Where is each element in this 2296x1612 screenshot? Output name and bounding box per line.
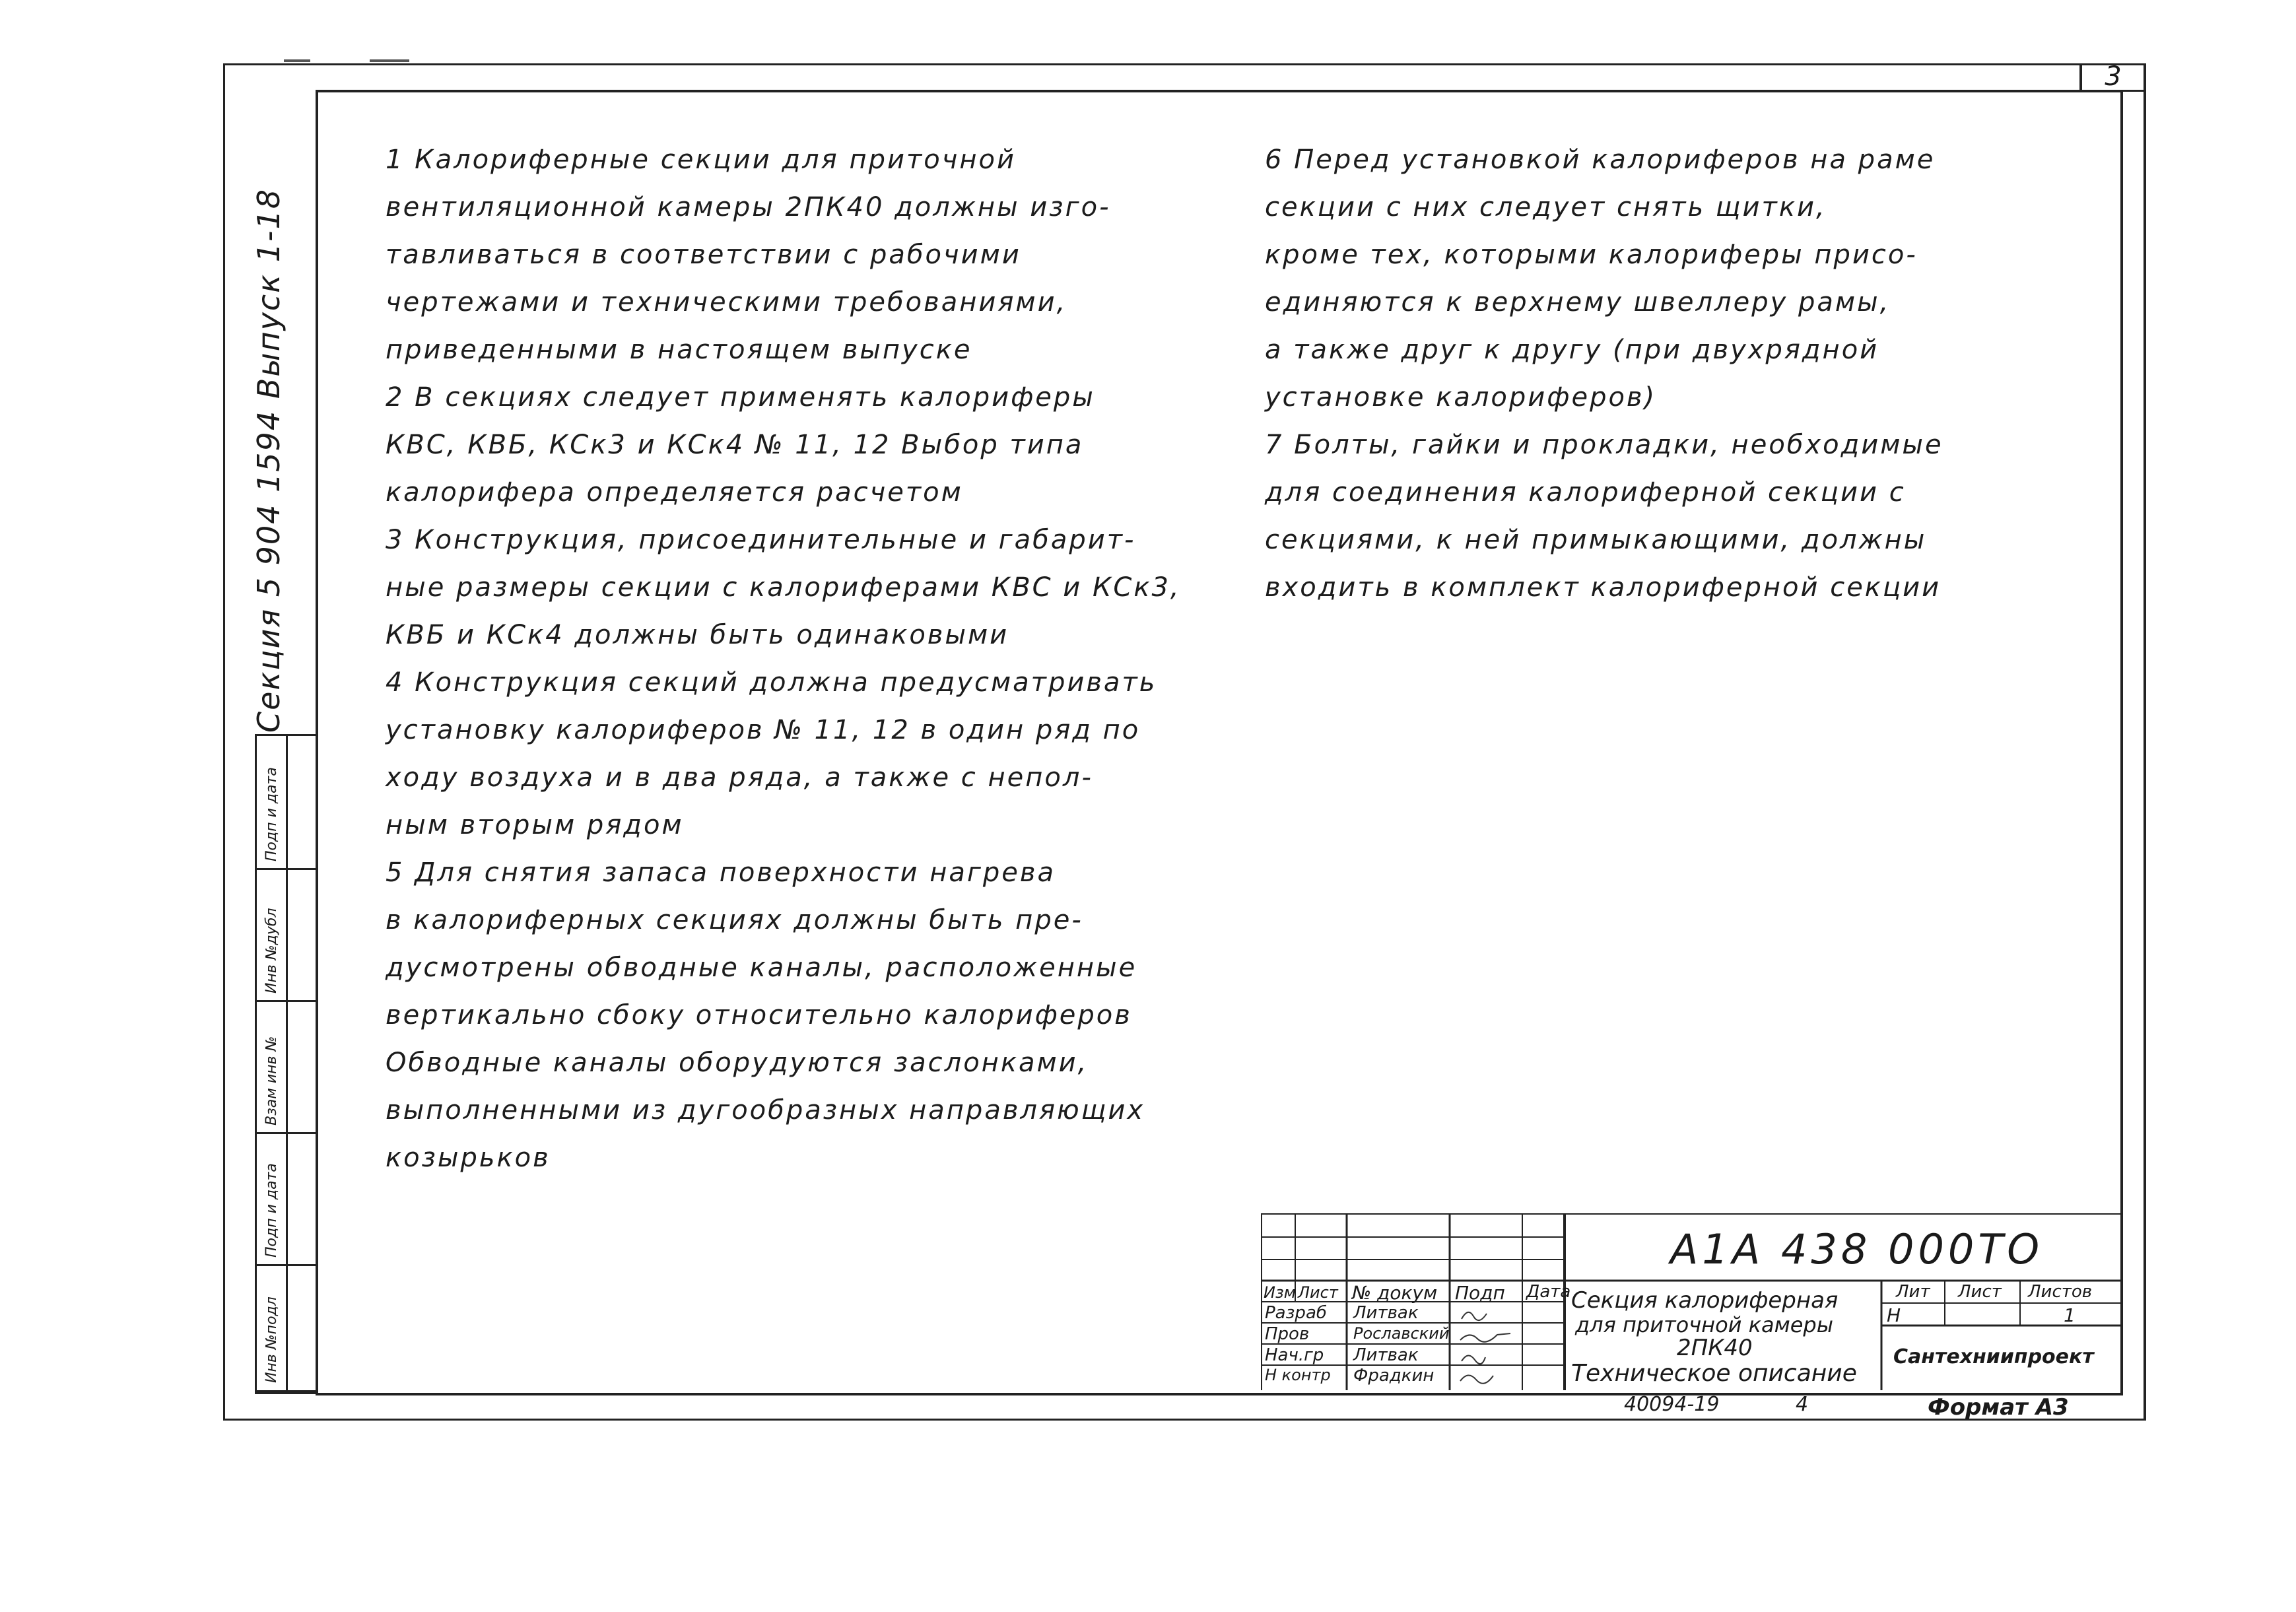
document-designation: А1А 438 000ТО xyxy=(1670,1225,2044,1273)
note-line: козырьков xyxy=(386,1143,551,1173)
bottom-code: 40094-19 xyxy=(1624,1393,1720,1416)
note-line: а также друг к другу (при двухрядной xyxy=(1265,335,1879,365)
note-line: КВС, КВБ, КСк3 и КСк4 № 11, 12 Выбор типа xyxy=(386,430,1084,460)
header-doc: № докум xyxy=(1352,1282,1438,1304)
strip-cell xyxy=(257,1000,316,1134)
signatures xyxy=(1456,1302,1516,1388)
note-line: вертикально сбоку относительно калориферов xyxy=(386,1000,1132,1030)
list-label: Лист xyxy=(1958,1282,2002,1302)
lists-label: Листов xyxy=(2028,1282,2093,1302)
note-line: 1 Калориферные секции для приточной xyxy=(386,145,1017,175)
role-name: Литвак xyxy=(1353,1303,1419,1323)
role-name: Фрадкин xyxy=(1353,1366,1435,1386)
notes-left-column xyxy=(386,136,1181,1182)
role-name: Рославский xyxy=(1353,1324,1450,1343)
strip-cell xyxy=(257,736,316,870)
sheet-number: 3 xyxy=(2079,63,2144,92)
lit-label: Лит xyxy=(1896,1282,1930,1302)
role-label: Нач.гр xyxy=(1265,1345,1324,1365)
bottom-page: 4 xyxy=(1796,1393,1809,1416)
note-line: входить в комплект калориферной секции xyxy=(1265,572,1941,603)
role-label: Н контр xyxy=(1265,1366,1331,1384)
strip-label: Взам инв № xyxy=(263,1036,280,1125)
strip-cell xyxy=(257,1132,316,1266)
top-mark xyxy=(370,59,409,62)
strip-label: Инв №дубл xyxy=(263,908,280,993)
role-label: Разраб xyxy=(1265,1303,1327,1323)
note-line: 7 Болты, гайки и прокладки, необходимые xyxy=(1265,430,1943,460)
notes-right-column xyxy=(1265,136,1943,611)
note-line: 6 Перед установкой калориферов на раме xyxy=(1265,145,1936,175)
title-line: Техническое описание xyxy=(1571,1360,1857,1387)
note-line: выполненными из дугообразных направляющих xyxy=(386,1095,1145,1125)
note-line: 4 Конструкция секций должна предусматривать xyxy=(386,667,1157,698)
strip-label: Инв №подл xyxy=(263,1296,280,1383)
organization: Сантехниипроект xyxy=(1893,1345,2094,1368)
note-line: в калориферных секциях должны быть пре- xyxy=(386,905,1083,935)
note-line: 2 В секциях следует применять калориферы xyxy=(386,382,1095,413)
note-line: единяются к верхнему швеллеру рамы, xyxy=(1265,287,1891,318)
note-line: 5 Для снятия запаса поверхности нагрева xyxy=(386,857,1056,888)
side-title: Секция 5 904 1594 Выпуск 1-18 xyxy=(251,188,287,733)
note-line: ходу воздуха и в два ряда, а также с непол- xyxy=(386,762,1093,793)
top-mark xyxy=(284,59,310,62)
lists-value: 1 xyxy=(2064,1304,2076,1326)
note-line: для соединения калориферной секции с xyxy=(1265,477,1906,508)
note-line: установку калориферов № 11, 12 в один ряд по xyxy=(386,715,1141,745)
format-label: Формат А3 xyxy=(1928,1394,2069,1421)
note-line: установке калориферов) xyxy=(1265,382,1657,413)
note-line: вентиляционной камеры 2ПК40 должны изго- xyxy=(386,192,1111,222)
title-line: для приточной камеры xyxy=(1575,1312,1833,1337)
strip-label: Подп и дата xyxy=(263,767,280,861)
note-line: ным вторым рядом xyxy=(386,810,684,840)
title-block xyxy=(1261,1213,2120,1390)
role-name: Литвак xyxy=(1353,1345,1419,1365)
header-date: Дата xyxy=(1526,1282,1571,1302)
header-izm: Изм xyxy=(1264,1283,1296,1302)
title-line: 2ПК40 xyxy=(1677,1335,1753,1361)
note-line: тавливаться в соответствии с рабочими xyxy=(386,240,1021,270)
note-line: 3 Конструкция, присоединительные и габарит- xyxy=(386,525,1136,555)
strip-label: Подп и дата xyxy=(263,1163,280,1258)
note-line: секции с них следует снять щитки, xyxy=(1265,192,1827,222)
note-line: дусмотрены обводные каналы, расположенные xyxy=(386,953,1137,983)
title-line: Секция калориферная xyxy=(1571,1287,1839,1314)
note-line: приведенными в настоящем выпуске xyxy=(386,335,972,365)
note-line: КВБ и КСк4 должны быть одинаковыми xyxy=(386,620,1009,650)
note-line: секциями, к ней примыкающими, должны xyxy=(1265,525,1927,555)
note-line: чертежами и техническими требованиями, xyxy=(386,287,1067,318)
note-line: Обводные каналы оборудуются заслонками, xyxy=(386,1048,1089,1078)
lit-value: Н xyxy=(1887,1304,1901,1326)
role-label: Пров xyxy=(1265,1324,1310,1344)
strip-cell xyxy=(257,1264,316,1392)
strip-cell xyxy=(257,868,316,1002)
note-line: кроме тех, которыми калориферы присо- xyxy=(1265,240,1918,270)
header-list: Лист xyxy=(1298,1283,1338,1302)
note-line: ные размеры секции с калориферами КВС и КСк3, xyxy=(386,572,1181,603)
header-sign: Подп xyxy=(1455,1282,1505,1304)
note-line: калорифера определяется расчетом xyxy=(386,477,963,508)
side-stamp xyxy=(255,734,316,1394)
